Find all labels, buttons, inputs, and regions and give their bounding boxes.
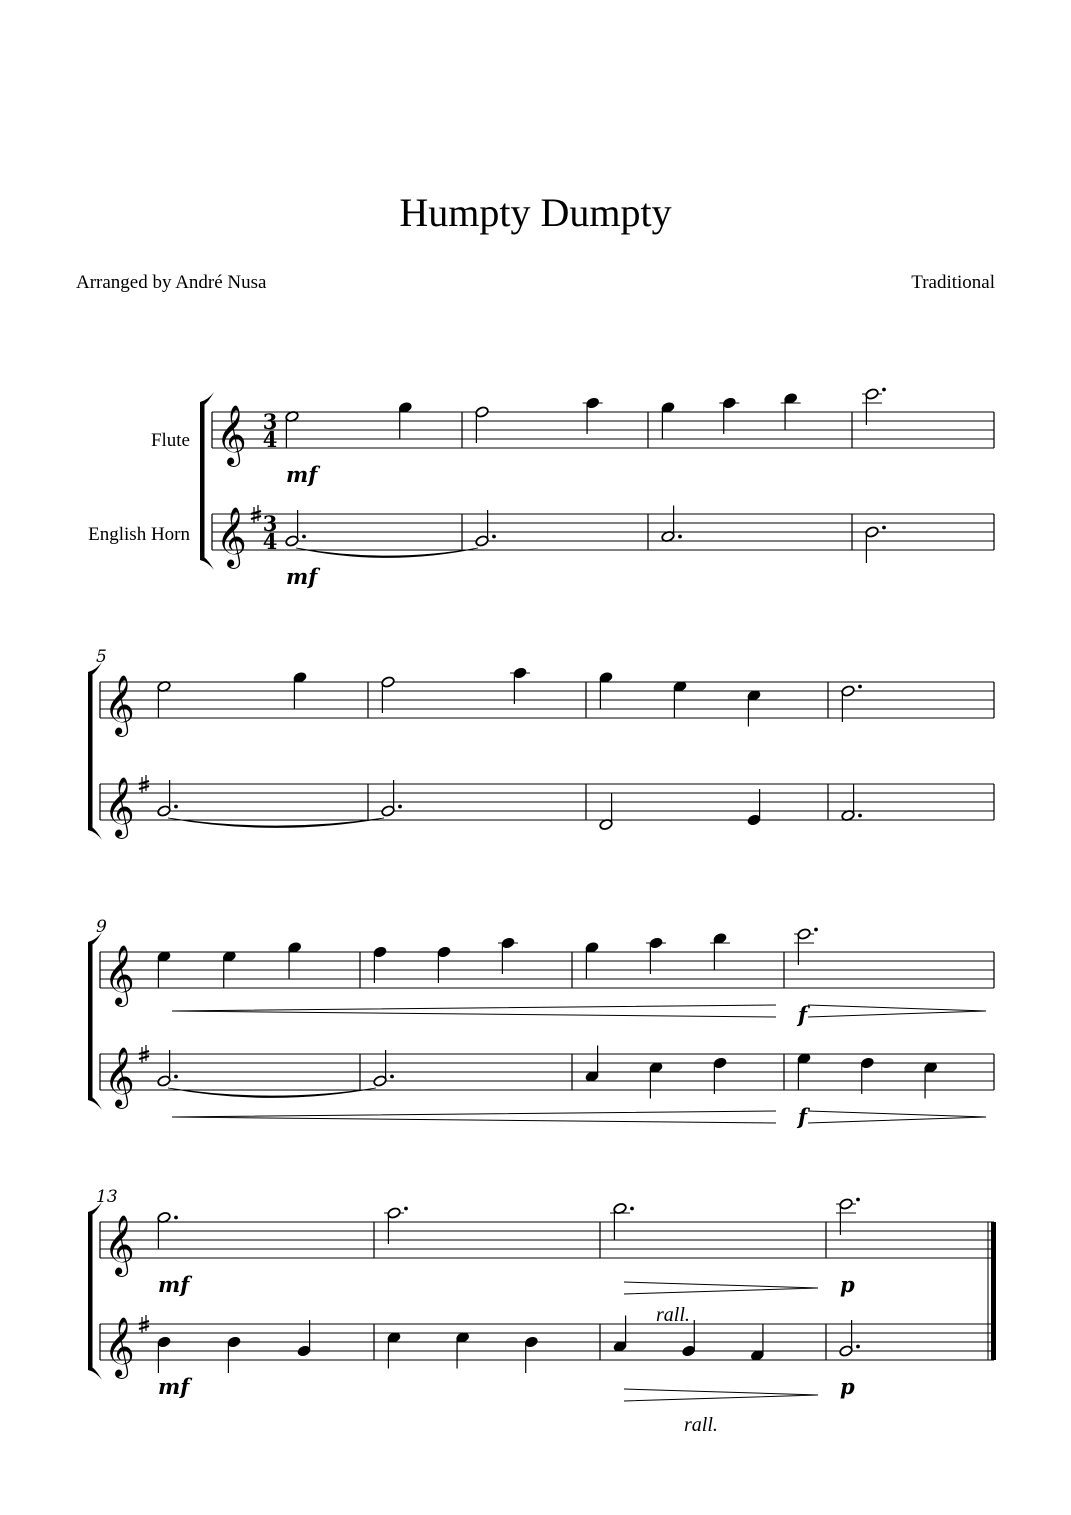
notehead bbox=[524, 1336, 538, 1348]
sharp-bar bbox=[251, 516, 261, 519]
system-bracket bbox=[88, 942, 93, 1100]
treble-clef-glyph: 𝄞 bbox=[104, 777, 135, 837]
flute-note bbox=[610, 1202, 634, 1239]
notehead bbox=[841, 685, 855, 697]
measure-number: 13 bbox=[96, 1187, 118, 1207]
notehead bbox=[839, 1198, 853, 1210]
measure-number: 5 bbox=[96, 647, 107, 667]
flute-note bbox=[398, 401, 412, 438]
treble-clef-glyph: 𝄞 bbox=[104, 1215, 135, 1275]
augmentation-dot bbox=[882, 526, 886, 530]
flute-note bbox=[781, 392, 801, 429]
crescendo-hairpin bbox=[172, 1111, 776, 1123]
score-title: Humpty Dumpty bbox=[399, 190, 672, 235]
flute-note bbox=[498, 937, 518, 974]
treble-clef-icon bbox=[104, 945, 135, 1007]
augmentation-dot bbox=[814, 928, 818, 932]
notehead bbox=[865, 388, 879, 400]
notehead bbox=[747, 814, 761, 826]
system-bracket bbox=[88, 672, 93, 830]
horn-note bbox=[860, 1057, 874, 1094]
horn-note bbox=[381, 780, 402, 817]
bracket-bottom-hook bbox=[88, 827, 102, 840]
horn-note bbox=[387, 1331, 401, 1368]
final-barline-thick bbox=[991, 1222, 996, 1360]
notehead bbox=[722, 397, 736, 409]
dynamic-marking: mf bbox=[286, 462, 318, 487]
horn-note bbox=[649, 1061, 663, 1098]
augmentation-dot bbox=[174, 1216, 178, 1220]
horn-note bbox=[475, 510, 496, 547]
bracket-bottom-hook bbox=[88, 1097, 102, 1110]
dynamic-marking: mf bbox=[158, 1374, 190, 1399]
flute-note bbox=[836, 1198, 860, 1235]
measure-number: 9 bbox=[96, 917, 107, 937]
treble-clef-icon bbox=[216, 507, 247, 569]
notehead bbox=[501, 937, 515, 949]
augmentation-dot bbox=[174, 1075, 178, 1079]
tempo-rall-horn: rall. bbox=[684, 1414, 718, 1436]
flute-note bbox=[373, 946, 387, 983]
flute-note bbox=[585, 941, 599, 978]
notehead bbox=[860, 1057, 874, 1069]
augmentation-dot bbox=[492, 535, 496, 539]
horn-note bbox=[227, 1336, 241, 1373]
time-signature-top: 3 bbox=[262, 511, 278, 536]
horn-note bbox=[157, 1336, 171, 1373]
augmentation-dot bbox=[856, 1198, 860, 1202]
notehead bbox=[682, 1345, 696, 1357]
notehead bbox=[381, 676, 395, 688]
dynamic-marking: p bbox=[840, 1374, 855, 1399]
notehead bbox=[285, 535, 299, 547]
horn-note bbox=[865, 526, 886, 563]
tempo-rall-flute: rall. bbox=[656, 1304, 690, 1326]
treble-clef-icon bbox=[104, 777, 135, 839]
horn-note bbox=[585, 1046, 599, 1083]
flute-note bbox=[384, 1207, 408, 1244]
horn-note bbox=[157, 1050, 178, 1087]
decrescendo-hairpin bbox=[808, 1005, 986, 1017]
system-bracket bbox=[88, 1212, 93, 1370]
notehead bbox=[157, 805, 171, 817]
horn-note bbox=[297, 1320, 311, 1357]
time-signature-bottom: 4 bbox=[262, 529, 278, 554]
augmentation-dot bbox=[678, 535, 682, 539]
horn-note bbox=[661, 506, 682, 543]
treble-clef-glyph: 𝄞 bbox=[104, 1317, 135, 1377]
treble-clef-glyph: 𝄞 bbox=[104, 945, 135, 1005]
notehead bbox=[157, 1075, 171, 1087]
sharp-bar bbox=[139, 786, 149, 789]
flute-note bbox=[157, 1211, 178, 1248]
horn-note bbox=[599, 794, 613, 831]
flute-note bbox=[285, 410, 299, 447]
horn-note bbox=[747, 789, 761, 826]
flute-note bbox=[710, 932, 730, 969]
treble-clef-icon bbox=[104, 675, 135, 737]
flute-note bbox=[661, 401, 675, 438]
flute-note bbox=[510, 667, 530, 704]
dynamic-marking: f bbox=[798, 1002, 808, 1027]
augmentation-dot bbox=[174, 805, 178, 809]
horn-note bbox=[839, 1320, 860, 1357]
augmentation-dot bbox=[302, 535, 306, 539]
notehead bbox=[387, 1207, 401, 1219]
flute-note bbox=[747, 689, 761, 726]
sharp-bar bbox=[139, 1326, 149, 1329]
decrescendo-hairpin bbox=[808, 1111, 986, 1123]
tie bbox=[296, 548, 478, 558]
augmentation-dot bbox=[856, 1345, 860, 1349]
sharp-bar bbox=[139, 1056, 149, 1059]
treble-clef-glyph: 𝄞 bbox=[216, 507, 247, 567]
instrument-name-horn: English Horn bbox=[88, 524, 190, 545]
notehead bbox=[839, 1345, 853, 1357]
horn-note bbox=[924, 1061, 938, 1098]
crescendo-hairpin bbox=[172, 1005, 776, 1017]
augmentation-dot bbox=[398, 805, 402, 809]
treble-clef-glyph: 𝄞 bbox=[216, 405, 247, 465]
time-signature-bottom: 4 bbox=[262, 427, 278, 452]
decrescendo-hairpin bbox=[624, 1389, 818, 1401]
notehead bbox=[373, 1075, 387, 1087]
time-signature-top: 3 bbox=[262, 409, 278, 434]
treble-clef-icon bbox=[104, 1215, 135, 1277]
augmentation-dot bbox=[858, 814, 862, 818]
dynamic-marking: mf bbox=[286, 564, 318, 589]
augmentation-dot bbox=[390, 1075, 394, 1079]
notehead bbox=[373, 946, 387, 958]
treble-clef-glyph: 𝄞 bbox=[104, 675, 135, 735]
horn-note bbox=[713, 1057, 727, 1094]
notehead bbox=[865, 526, 879, 538]
notehead bbox=[513, 667, 527, 679]
bracket-bottom-hook bbox=[200, 557, 214, 570]
flute-note bbox=[293, 671, 307, 708]
flute-note bbox=[841, 685, 862, 722]
arranger-credit: Arranged by André Nusa bbox=[76, 272, 267, 293]
augmentation-dot bbox=[630, 1207, 634, 1211]
treble-clef-glyph: 𝄞 bbox=[104, 1047, 135, 1107]
notehead bbox=[586, 397, 600, 409]
treble-clef-icon bbox=[104, 1317, 135, 1379]
treble-clef-icon bbox=[216, 405, 247, 467]
augmentation-dot bbox=[404, 1207, 408, 1211]
horn-note bbox=[797, 1052, 811, 1089]
tie bbox=[168, 818, 384, 828]
notehead bbox=[475, 406, 489, 418]
dynamic-marking: p bbox=[840, 1272, 855, 1297]
horn-note bbox=[157, 780, 178, 817]
flute-note bbox=[475, 406, 489, 443]
notehead bbox=[297, 1345, 311, 1357]
flute-note bbox=[381, 676, 395, 713]
bracket-bottom-hook bbox=[88, 1367, 102, 1380]
notehead bbox=[227, 1336, 241, 1348]
horn-note bbox=[841, 785, 862, 822]
notehead bbox=[437, 946, 451, 958]
flute-note bbox=[157, 680, 171, 717]
tie bbox=[168, 1088, 376, 1098]
flute-note bbox=[288, 941, 302, 978]
notehead bbox=[713, 1057, 727, 1069]
dynamic-marking: mf bbox=[158, 1272, 190, 1297]
dynamic-marking: f bbox=[798, 1104, 808, 1129]
flute-note bbox=[599, 671, 613, 708]
decrescendo-hairpin bbox=[624, 1282, 818, 1294]
flute-note bbox=[673, 680, 687, 717]
flute-note bbox=[862, 388, 886, 425]
flute-note bbox=[437, 946, 451, 983]
treble-clef-icon bbox=[104, 1047, 135, 1109]
flute-note bbox=[583, 397, 603, 434]
augmentation-dot bbox=[858, 685, 862, 689]
notehead bbox=[649, 937, 663, 949]
notehead bbox=[475, 535, 489, 547]
system-bracket bbox=[200, 402, 205, 560]
bracket-top-hook bbox=[200, 392, 214, 405]
horn-note bbox=[613, 1316, 627, 1353]
flute-note bbox=[719, 397, 739, 434]
instrument-name-flute: Flute bbox=[150, 430, 190, 451]
notehead bbox=[797, 928, 811, 940]
flute-note bbox=[222, 950, 236, 987]
augmentation-dot bbox=[882, 388, 886, 392]
horn-note bbox=[285, 510, 306, 547]
flute-note bbox=[794, 928, 818, 965]
horn-note bbox=[373, 1050, 394, 1087]
horn-note bbox=[456, 1331, 470, 1368]
flute-note bbox=[646, 937, 666, 974]
horn-note bbox=[750, 1325, 764, 1362]
notehead bbox=[381, 805, 395, 817]
flute-note bbox=[157, 950, 171, 987]
composer-credit: Traditional bbox=[911, 272, 995, 293]
horn-note bbox=[524, 1336, 538, 1373]
notehead bbox=[157, 1336, 171, 1348]
